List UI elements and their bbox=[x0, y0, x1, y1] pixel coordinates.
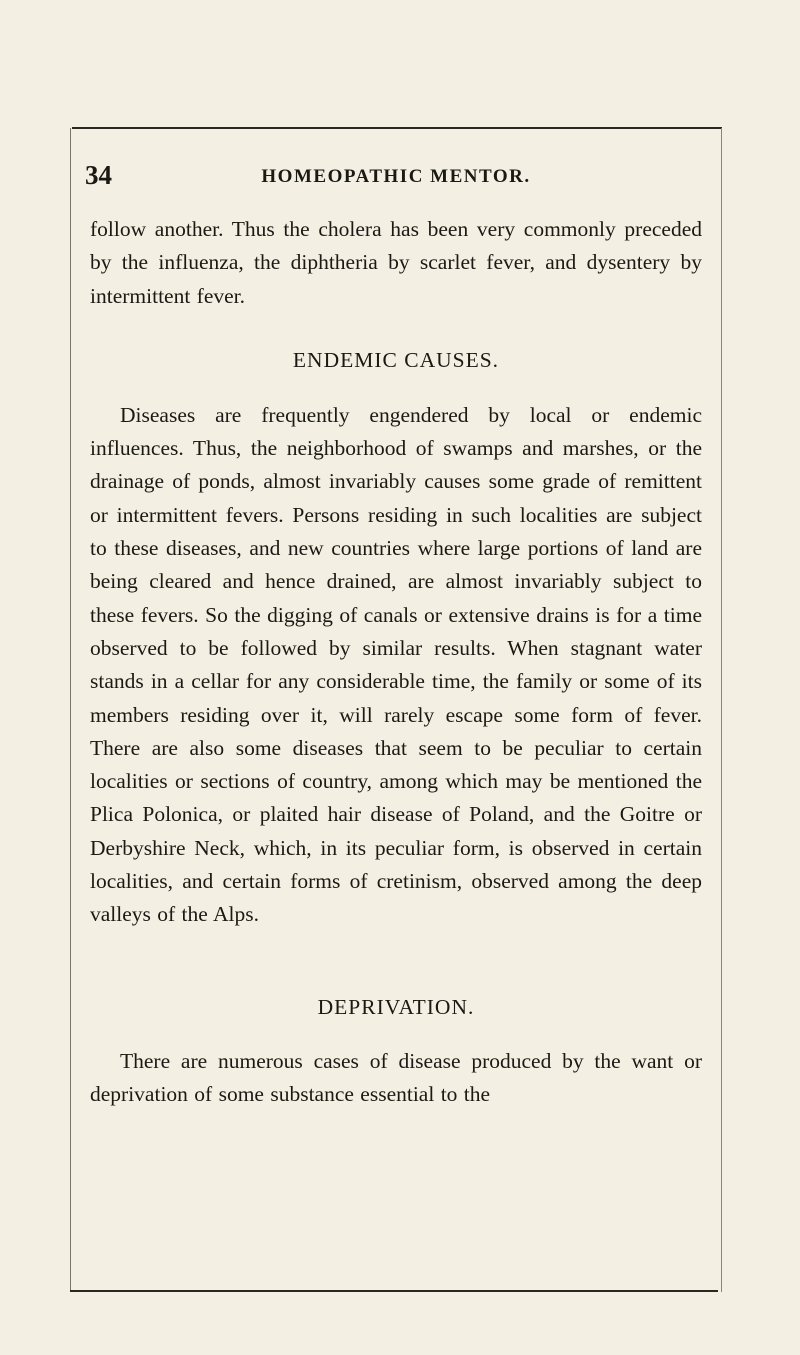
page-number: 34 bbox=[85, 160, 112, 190]
running-title: HOMEOPATHIC MENTOR. bbox=[261, 166, 531, 187]
bottom-border-rule bbox=[70, 1290, 718, 1292]
right-border-rule bbox=[721, 128, 722, 1292]
paragraph-endemic-causes: Diseases are frequently engendered by local or endemic influences. Thus, the neighborhood of swamps and marshes, or the drainage of ponds, almost invariably causes some grade of remittent or intermittent fevers. Persons residing in such localities are subject to these diseases, and new countries where large portions of land are being cleared and hence drained, are almost invariably subject to these fevers. So the digging of canals or extensive drains is for a time observed to be followed by similar results. When stagnant water stands in a cellar for any considerable time, the family or some of its members residing over it, will rarely escape some form of fever. There are also some diseases that seem to be peculiar to certain localities or sections of country, among which may be mentioned the Plica Polonica, or plaited hair disease of Poland, and the Goitre or Derbyshire Neck, which, in its peculiar form, is observed in certain localities, and certain forms of cretinism, observed among the deep valleys of the Alps. bbox=[90, 402, 702, 927]
left-border-rule bbox=[70, 128, 71, 1292]
section-heading-deprivation: DEPRIVATION. bbox=[317, 994, 475, 1019]
section-heading-endemic-causes: ENDEMIC CAUSES. bbox=[292, 347, 500, 372]
running-header bbox=[85, 160, 702, 200]
book-page bbox=[85, 160, 702, 1111]
paragraph-continuation: follow another. Thus the cholera has been very commonly preceded by the influenza, the diphtheria by scarlet fever, and dysentery by intermittent fever. bbox=[90, 217, 702, 308]
paragraph-deprivation: There are numerous cases of disease produced by the want or deprivation of some substance essential to the bbox=[90, 1048, 702, 1106]
top-border-rule bbox=[72, 127, 722, 129]
